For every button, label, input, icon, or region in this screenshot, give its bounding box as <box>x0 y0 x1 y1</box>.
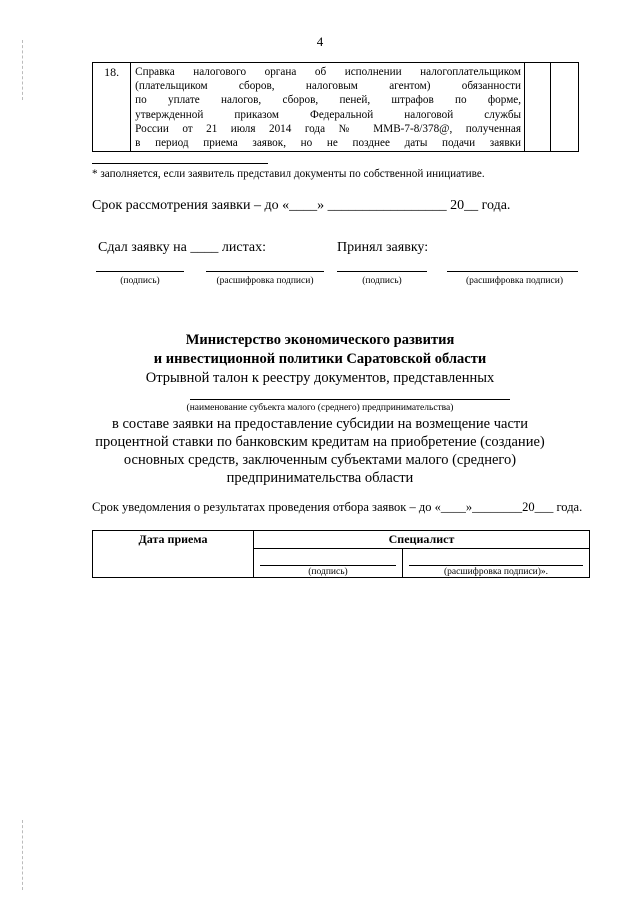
specialist-header: Специалист <box>254 531 590 549</box>
receiver-decoding-line <box>447 271 578 272</box>
purpose-line: предпринимательства области <box>226 470 414 486</box>
specialist-decoding-line <box>409 565 583 566</box>
accepted-label: Принял заявку: <box>337 240 429 255</box>
row-line: в период приема заявок, но не позднее даты подачи заявки <box>135 137 522 150</box>
ministry-line-2: и инвестиционной политики Саратовской области <box>153 351 487 367</box>
footnote-rule <box>92 163 268 164</box>
table-row <box>93 531 590 549</box>
documents-table <box>92 62 579 152</box>
submitter-decoding-line <box>206 271 324 272</box>
receiver-signature-line <box>337 271 427 272</box>
row-line: (плательщиком сборов, налоговым агентом) обязанности <box>135 80 522 93</box>
row-cell-empty <box>551 63 579 152</box>
row-description <box>131 63 525 152</box>
table-row <box>93 63 579 152</box>
submitter-signature-caption: (подпись) <box>120 276 160 286</box>
notification-deadline: Срок уведомления о результатах проведения отбора заявок – до «____»________20___ года. <box>92 500 583 514</box>
subject-name-caption: (наименование субъекта малого (среднего) предпринимательства) <box>186 403 454 413</box>
scan-edge-bottom <box>22 820 24 890</box>
submitted-label: Сдал заявку на ____ листах: <box>98 240 266 255</box>
specialist-signature-cell <box>254 549 403 578</box>
talon-title: Отрывной талон к реестру документов, представленных <box>145 370 495 386</box>
receiver-decoding-caption: (расшифровка подписи) <box>466 276 563 286</box>
row-line: по уплате налогов, сборов, пеней, штрафов по форме, <box>135 94 522 107</box>
talon-table <box>92 530 590 578</box>
row-line: утвержденной приказом Федеральной налоговой службы <box>135 108 522 121</box>
submitter-signature-line <box>96 271 184 272</box>
row-cell-empty <box>525 63 551 152</box>
footnote: * заполняется, если заявитель представил документы по собственной инициативе. <box>92 168 485 180</box>
specialist-signature-line <box>260 565 396 566</box>
subject-name-line <box>190 399 510 400</box>
specialist-decoding-cell <box>403 549 590 578</box>
ministry-line-1: Министерство экономического развития <box>185 332 455 348</box>
purpose-line: в составе заявки на предоставление субсидии на возмещение части <box>112 416 528 432</box>
row-line: Справка налогового органа об исполнении налогоплательщиком <box>135 66 522 78</box>
purpose-line: процентной ставки по банковским кредитам на приобретение (создание) <box>95 434 545 450</box>
submitter-decoding-caption: (расшифровка подписи) <box>216 276 314 286</box>
review-deadline: Срок рассмотрения заявки – до «____» _________________ 20__ года. <box>92 198 511 213</box>
receiver-signature-caption: (подпись) <box>362 276 402 286</box>
date-received-header: Дата приема <box>93 531 254 578</box>
page-number: 4 <box>316 34 324 49</box>
specialist-signature-caption: (подпись) <box>308 567 348 577</box>
row-number: 18. <box>93 63 131 152</box>
specialist-decoding-caption: (расшифровка подписи)». <box>443 567 549 577</box>
row-line: России от 21 июля 2014 года № ММВ-7-8/378@, полученная <box>135 122 522 135</box>
purpose-line: основных средств, заключенным субъектами малого (среднего) <box>123 452 517 468</box>
